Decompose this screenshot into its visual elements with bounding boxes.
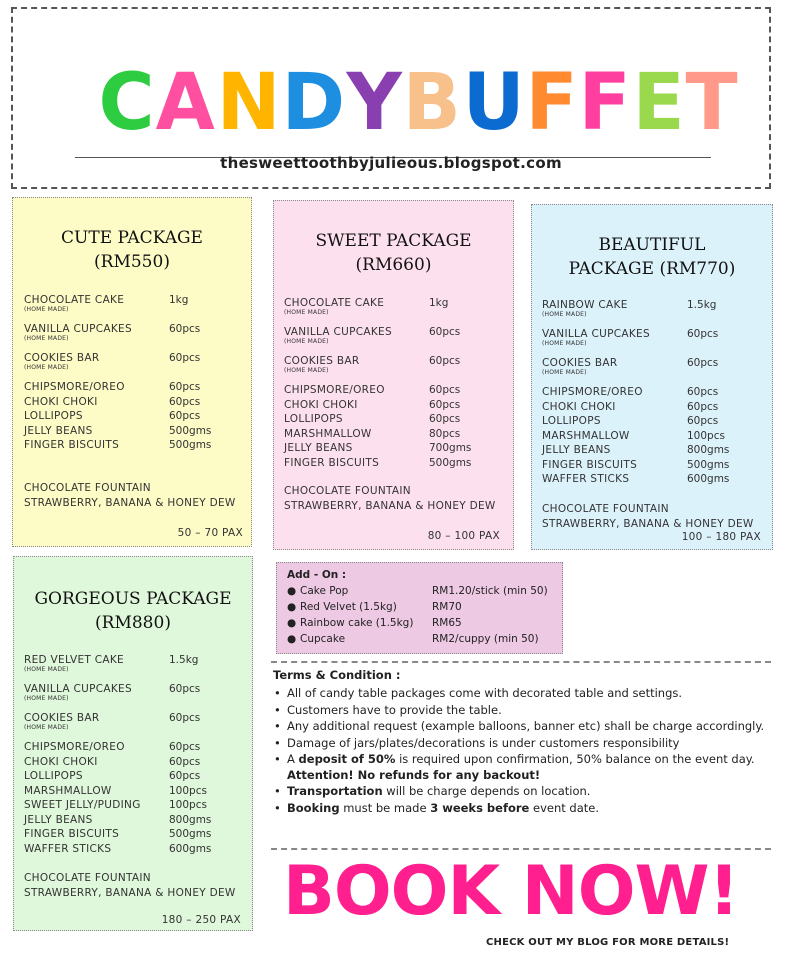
- package-item-list: [24, 654, 244, 857]
- item-quantity: 60pcs: [169, 741, 201, 753]
- logo-letter: F: [525, 58, 576, 148]
- item-name: JELLY BEANS: [542, 444, 611, 456]
- item-name: LOLLIPOPS: [284, 413, 343, 425]
- item-quantity: 60pcs: [687, 328, 719, 340]
- term-emphasis: Booking: [287, 800, 340, 815]
- package-item: [24, 323, 244, 352]
- logo-letter: U: [462, 58, 523, 148]
- fountain-fruits: STRAWBERRY, BANANA & HONEY DEW: [24, 497, 236, 509]
- logo-letter: F: [578, 58, 630, 148]
- bullet-icon: •: [274, 784, 281, 798]
- item-name: SWEET JELLY/PUDING: [24, 799, 141, 811]
- item-name: CHOKI CHOKI: [24, 755, 98, 768]
- item-quantity: 1kg: [429, 297, 449, 309]
- item-quantity: 500gms: [169, 439, 212, 451]
- chocolate-fountain: CHOCOLATE FOUNTAIN: [24, 872, 151, 884]
- package-item: [542, 357, 767, 386]
- pax-range: 180 – 250 PAX: [161, 914, 241, 926]
- cute-package-card: [12, 197, 252, 547]
- term-text: All of candy table packages come with decorated table and settings.: [287, 686, 683, 700]
- package-item: [24, 439, 244, 454]
- item-quantity: 60pcs: [169, 770, 201, 782]
- item-quantity: 60pcs: [169, 352, 201, 364]
- bullet-icon: •: [274, 719, 281, 733]
- gorgeous-package-card: [13, 556, 253, 931]
- add-on-item: [287, 633, 557, 649]
- fountain-fruits: STRAWBERRY, BANANA & HONEY DEW: [24, 887, 236, 899]
- package-item: [24, 785, 244, 800]
- item-name: CHOKI CHOKI: [542, 400, 616, 413]
- terms-section: [273, 668, 768, 817]
- home-made-note: (HOME MADE): [24, 666, 69, 673]
- item-quantity: 60pcs: [429, 413, 461, 425]
- package-item-list: [24, 294, 244, 454]
- package-item: [542, 444, 767, 459]
- item-quantity: 60pcs: [169, 712, 201, 724]
- package-price: PACKAGE (RM770): [568, 259, 736, 279]
- item-quantity: 100pcs: [687, 429, 725, 442]
- package-price: (RM550): [94, 252, 170, 272]
- bullet-icon: ●: [287, 601, 297, 613]
- add-on-item: [287, 601, 557, 617]
- package-item: [24, 799, 244, 814]
- package-item: [542, 473, 767, 488]
- term-emphasis: 3 weeks before: [430, 800, 530, 815]
- home-made-note: (HOME MADE): [542, 311, 587, 318]
- item-quantity: 500gms: [169, 424, 212, 437]
- logo-letter: A: [155, 58, 214, 148]
- bullet-icon: ●: [287, 633, 297, 645]
- item-quantity: 60pcs: [429, 398, 461, 411]
- item-quantity: 60pcs: [169, 395, 201, 408]
- home-made-note: (HOME MADE): [284, 338, 329, 345]
- package-item: [542, 386, 767, 401]
- item-name: CHIPSMORE/OREO: [24, 741, 125, 753]
- item-quantity: 60pcs: [429, 384, 461, 396]
- header-banner: [11, 7, 771, 189]
- term-text: event date.: [529, 800, 599, 815]
- bullet-icon: •: [274, 752, 281, 766]
- logo-letter: C: [98, 58, 153, 148]
- term-text: is required upon confirmation, 50% balance on the event day.: [395, 752, 755, 766]
- package-item: [24, 381, 244, 396]
- package-title: CUTE PACKAGE: [61, 228, 203, 248]
- logo-letter: T: [685, 58, 736, 148]
- package-title: GORGEOUS PACKAGE: [34, 589, 232, 609]
- term-emphasis: Transportation: [287, 784, 383, 798]
- package-item: [24, 770, 244, 785]
- term-text: Any additional request (example balloons, banner etc) shall be charge accordingly.: [287, 719, 765, 733]
- package-price: (RM880): [95, 613, 171, 633]
- package-item: [24, 712, 244, 741]
- home-made-note: (HOME MADE): [542, 340, 587, 347]
- item-quantity: 500gms: [429, 456, 472, 469]
- package-item: [24, 741, 244, 756]
- term-item: [273, 736, 768, 752]
- package-item: [24, 814, 244, 829]
- home-made-note: (HOME MADE): [24, 306, 69, 313]
- term-emphasis: Attention! No refunds for any backout!: [287, 767, 541, 782]
- item-quantity: 80pcs: [429, 427, 461, 440]
- package-title: BEAUTIFUL: [598, 235, 706, 255]
- logo-letter: E: [632, 58, 683, 148]
- bullet-icon: •: [274, 702, 281, 717]
- logo-letter: N: [216, 58, 279, 148]
- add-on-item: [287, 617, 557, 633]
- item-quantity: 600gms: [687, 473, 730, 485]
- chocolate-fountain: CHOCOLATE FOUNTAIN: [24, 482, 151, 494]
- package-item: [284, 297, 504, 326]
- chocolate-fountain: CHOCOLATE FOUNTAIN: [284, 485, 411, 497]
- add-on-name: Red Velvet (1.5kg): [300, 601, 397, 613]
- item-name: CHIPSMORE/OREO: [24, 381, 125, 393]
- bullet-icon: ●: [287, 585, 297, 597]
- term-emphasis: deposit of 50%: [298, 752, 396, 766]
- package-item: [284, 326, 504, 355]
- package-item: [284, 355, 504, 384]
- home-made-note: (HOME MADE): [24, 695, 69, 702]
- package-item: [24, 843, 244, 858]
- item-name: MARSHMALLOW: [542, 429, 630, 442]
- add-on-price: RM65: [432, 617, 462, 629]
- item-quantity: 700gms: [429, 442, 472, 454]
- term-item: [273, 752, 768, 783]
- home-made-note: (HOME MADE): [24, 724, 69, 731]
- item-name: CHOCOLATE CAKE: [24, 294, 125, 306]
- term-item: [273, 719, 768, 735]
- package-item: [24, 294, 244, 323]
- item-quantity: 60pcs: [687, 357, 719, 369]
- package-item: [542, 401, 767, 416]
- item-name: COOKIES BAR: [542, 357, 618, 369]
- section-divider: [271, 661, 771, 663]
- package-item: [24, 756, 244, 771]
- item-quantity: 500gms: [169, 828, 212, 840]
- package-item: [24, 828, 244, 843]
- item-name: WAFFER STICKS: [542, 473, 630, 485]
- item-name: LOLLIPOPS: [24, 770, 83, 782]
- pax-range: 100 – 180 PAX: [681, 531, 761, 543]
- fountain-fruits: STRAWBERRY, BANANA & HONEY DEW: [542, 518, 754, 530]
- package-item: [542, 430, 767, 445]
- item-quantity: 800gms: [169, 813, 212, 826]
- item-quantity: 60pcs: [687, 415, 719, 427]
- item-quantity: 600gms: [169, 842, 212, 855]
- item-quantity: 60pcs: [687, 386, 719, 398]
- package-item: [542, 415, 767, 430]
- candy-buffet-logo: [98, 58, 736, 148]
- item-name: RED VELVET CAKE: [24, 654, 124, 666]
- term-item: [273, 703, 768, 719]
- item-quantity: 500gms: [687, 458, 730, 471]
- term-text: Customers have to provide the table.: [287, 702, 502, 717]
- item-name: RAINBOW CAKE: [542, 299, 628, 311]
- item-name: FINGER BISCUITS: [542, 458, 638, 471]
- term-item: [273, 784, 768, 800]
- item-name: VANILLA CUPCAKES: [284, 326, 392, 338]
- item-quantity: 100pcs: [169, 784, 207, 797]
- item-name: COOKIES BAR: [24, 712, 100, 724]
- package-price: (RM660): [355, 255, 432, 275]
- fountain-fruits: STRAWBERRY, BANANA & HONEY DEW: [284, 500, 496, 512]
- item-name: MARSHMALLOW: [24, 784, 112, 797]
- term-text: Damage of jars/plates/decorations is under customers responsibility: [287, 735, 680, 750]
- item-name: WAFFER STICKS: [24, 842, 112, 855]
- add-on-price: RM70: [432, 601, 462, 613]
- package-item: [284, 428, 504, 443]
- item-name: FINGER BISCUITS: [284, 456, 380, 469]
- add-on-name: Rainbow cake (1.5kg): [300, 617, 414, 629]
- term-item: [273, 801, 768, 817]
- item-name: CHIPSMORE/OREO: [542, 386, 643, 398]
- home-made-note: (HOME MADE): [284, 309, 329, 316]
- item-quantity: 60pcs: [169, 381, 201, 393]
- beautiful-package-card: [531, 204, 773, 550]
- item-name: VANILLA CUPCAKES: [24, 683, 132, 695]
- add-on-item: [287, 585, 557, 601]
- item-name: COOKIES BAR: [284, 355, 360, 367]
- home-made-note: (HOME MADE): [24, 364, 69, 371]
- item-name: CHOKI CHOKI: [24, 395, 98, 408]
- add-on-title: Add - On :: [287, 569, 347, 581]
- add-on-price: RM1.20/stick (min 50): [432, 585, 548, 597]
- item-name: MARSHMALLOW: [284, 427, 372, 440]
- item-name: CHOCOLATE CAKE: [284, 297, 385, 309]
- package-item: [24, 410, 244, 425]
- item-quantity: 60pcs: [687, 400, 719, 413]
- item-name: CHIPSMORE/OREO: [284, 384, 385, 396]
- item-name: COOKIES BAR: [24, 352, 100, 364]
- package-item: [24, 683, 244, 712]
- package-item: [284, 457, 504, 472]
- home-made-note: (HOME MADE): [24, 335, 69, 342]
- package-item: [542, 328, 767, 357]
- logo-letter: D: [281, 58, 344, 148]
- item-name: VANILLA CUPCAKES: [24, 323, 132, 335]
- book-now-headline: BOOK NOW!: [283, 852, 739, 931]
- chocolate-fountain: CHOCOLATE FOUNTAIN: [542, 503, 669, 515]
- package-title: SWEET PACKAGE: [315, 231, 472, 251]
- item-name: LOLLIPOPS: [542, 415, 601, 427]
- term-item: [273, 686, 768, 702]
- item-quantity: 1kg: [169, 294, 189, 306]
- item-name: JELLY BEANS: [24, 813, 93, 826]
- bullet-icon: •: [274, 735, 281, 750]
- term-text: will be charge depends on location.: [382, 784, 591, 798]
- add-on-name: Cake Pop: [300, 585, 349, 597]
- package-item: [24, 654, 244, 683]
- package-item-list: [542, 299, 767, 488]
- bullet-icon: ●: [287, 617, 297, 629]
- package-item: [284, 399, 504, 414]
- package-item: [24, 396, 244, 411]
- item-quantity: 60pcs: [169, 755, 201, 768]
- add-on-name: Cupcake: [300, 633, 346, 645]
- term-text: A: [287, 752, 299, 766]
- home-made-note: (HOME MADE): [284, 367, 329, 374]
- item-name: LOLLIPOPS: [24, 410, 83, 422]
- item-quantity: 60pcs: [169, 683, 201, 695]
- blog-details-note: CHECK OUT MY BLOG FOR MORE DETAILS!: [486, 937, 730, 948]
- package-item: [284, 442, 504, 457]
- package-item: [284, 413, 504, 428]
- package-item-list: [284, 297, 504, 471]
- bullet-icon: •: [274, 800, 281, 815]
- item-quantity: 60pcs: [169, 410, 201, 422]
- package-item: [542, 459, 767, 474]
- item-quantity: 1.5kg: [687, 299, 717, 311]
- bullet-icon: •: [274, 686, 281, 700]
- package-item: [284, 384, 504, 399]
- item-quantity: 60pcs: [429, 326, 461, 338]
- package-item: [24, 352, 244, 381]
- sweet-package-card: [273, 200, 514, 550]
- item-name: VANILLA CUPCAKES: [542, 328, 650, 340]
- item-name: JELLY BEANS: [284, 442, 353, 454]
- item-name: JELLY BEANS: [24, 424, 93, 437]
- item-name: CHOKI CHOKI: [284, 398, 358, 411]
- pax-range: 50 – 70 PAX: [177, 527, 243, 539]
- blog-url[interactable]: thesweettoothbyjulieous.blogspot.com: [220, 154, 562, 172]
- package-item: [24, 425, 244, 440]
- home-made-note: (HOME MADE): [542, 369, 587, 376]
- terms-title: Terms & Condition :: [273, 668, 401, 682]
- item-quantity: 100pcs: [169, 799, 207, 811]
- pax-range: 80 – 100 PAX: [427, 530, 500, 542]
- logo-letter: Y: [346, 58, 400, 148]
- item-name: FINGER BISCUITS: [24, 439, 120, 451]
- item-quantity: 1.5kg: [169, 654, 199, 666]
- package-item: [542, 299, 767, 328]
- term-text: must be made: [339, 800, 431, 815]
- add-on-box: [276, 562, 563, 654]
- logo-letter: B: [402, 58, 460, 148]
- item-quantity: 60pcs: [169, 323, 201, 335]
- item-quantity: 800gms: [687, 444, 730, 456]
- item-name: FINGER BISCUITS: [24, 828, 120, 840]
- item-quantity: 60pcs: [429, 355, 461, 367]
- add-on-price: RM2/cuppy (min 50): [432, 633, 539, 645]
- section-divider: [271, 848, 771, 850]
